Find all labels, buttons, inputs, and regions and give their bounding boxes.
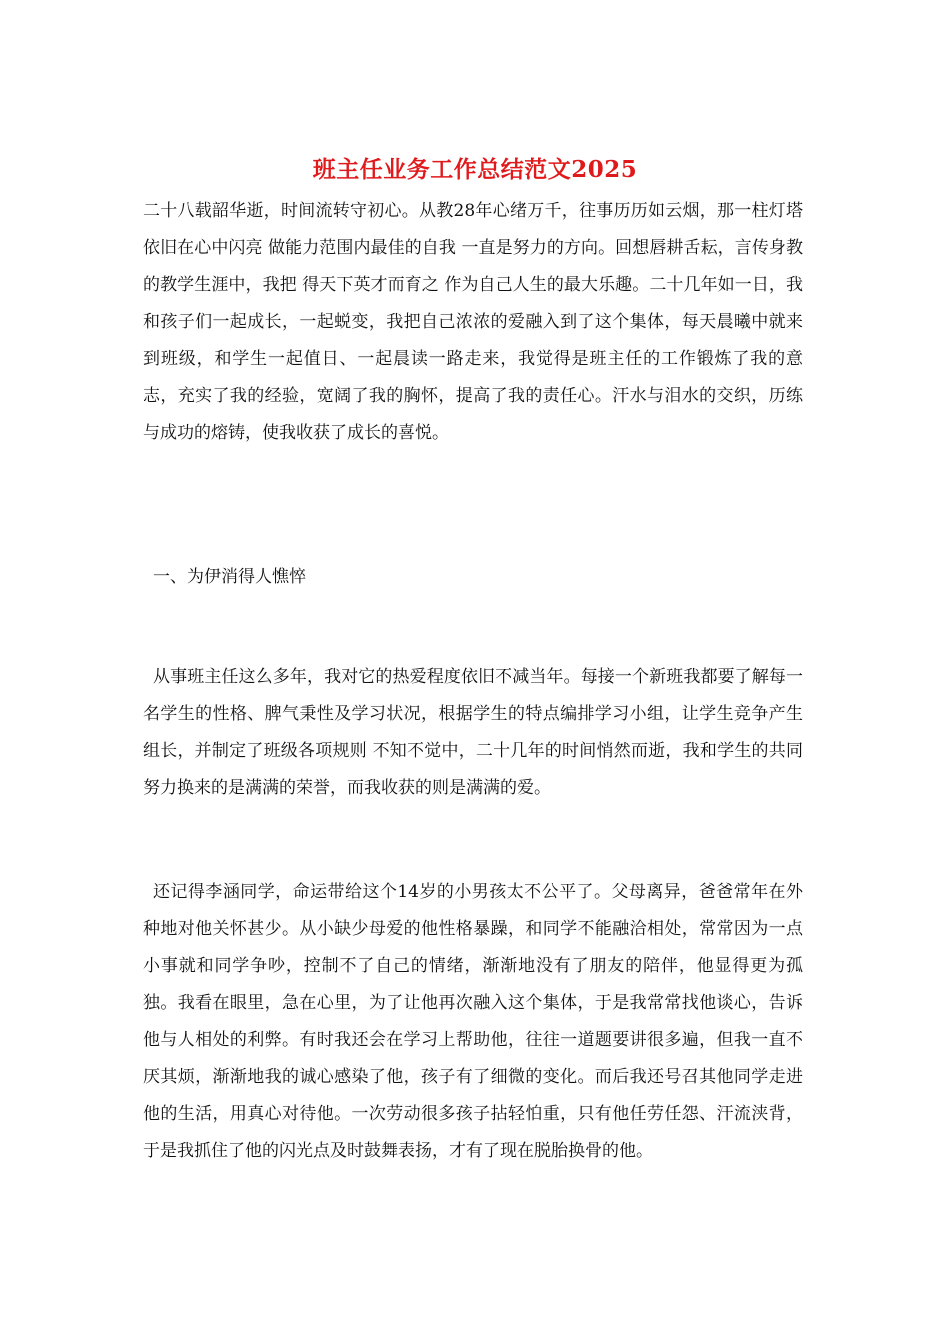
section-heading: 一、为伊消得人憔悴 [153,567,306,587]
document-title: 班主任业务工作总结范文2025 [312,156,638,183]
body-paragraph: 从事班主任这么多年，我对它的热爱程度依旧不减当年。每接一个新班我都要了解每一名学生的性格、脾气秉性及学习状况，根据学生的特点编排学习小组，让学生竞争产生组长，并制定了班级各项规则 不知不觉中，二十几年的时间悄然而逝，我和学生的共同努力换来的是满满的荣誉，而我收获的则是满满的爱。 [143,667,803,798]
intro-paragraph: 二十八载韶华逝，时间流转守初心。从教28年心绪万千，往事历历如云烟，那一柱灯塔依旧在心中闪亮 做能力范围内最佳的自我 一直是努力的方向。回想唇耕舌耘，言传身教的教学生涯中，我把 得天下英才而育之 作为自己人生的最大乐趣。二十几年如一日，我和孩子们一起成长，一起蜕变，我把自己浓浓的爱融入到了这个集体，每天晨曦中就来到班级，和学生一起值日、一起晨读一路走来，我觉得是班主任的工作锻炼了我的意志，充实了我的经验，宽阔了我的胸怀，提高了我的责任心。汗水与泪水的交织，历练与成功的熔铸，使我收获了成长的喜悦。 [143,201,803,443]
body-paragraph: 还记得李涵同学，命运带给这个14岁的小男孩太不公平了。父母离异，爸爸常年在外种地对他关怀甚少。从小缺少母爱的他性格暴躁，和同学不能融洽相处，常常因为一点小事就和同学争吵，控制不了自己的情绪，渐渐地没有了朋友的陪伴，他显得更为孤独。我看在眼里，急在心里，为了让他再次融入这个集体，于是我常常找他谈心，告诉他与人相处的利弊。有时我还会在学习上帮助他，往往一道题要讲很多遍，但我一直不厌其烦，渐渐地我的诚心感染了他，孩子有了细微的变化。而后我还号召其他同学走进他的生活，用真心对待他。一次劳动很多孩子拈轻怕重，只有他任劳任怨、汗流浃背，于是我抓住了他的闪光点及时鼓舞表扬，才有了现在脱胎换骨的他。 [143,882,803,1161]
